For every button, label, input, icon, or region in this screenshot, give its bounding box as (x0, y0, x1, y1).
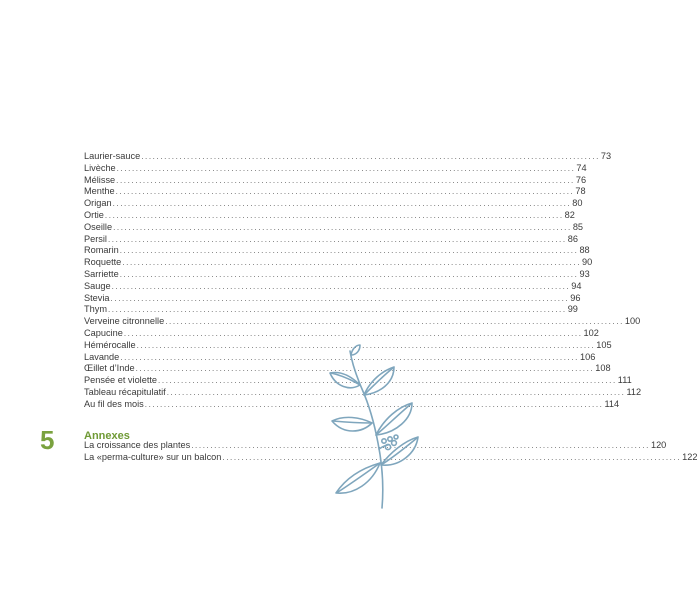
toc-entry-page: 96 (570, 292, 581, 303)
dot-leader: ........................................................................................................................ (112, 199, 572, 209)
toc-entry-page: 99 (567, 304, 578, 315)
toc-entry-label: Menthe (84, 186, 115, 197)
toc-entry-page: 78 (575, 186, 586, 197)
toc-entry-page: 102 (583, 327, 599, 338)
toc-entry-page: 100 (624, 316, 641, 327)
toc-entry-label: Ortie (84, 209, 104, 220)
toc-entry-label: Origan (84, 198, 112, 209)
annex-entry (84, 451, 697, 464)
dot-leader: ........................................................................................................................ (107, 305, 567, 315)
toc-entry (84, 174, 587, 187)
toc-entry (84, 363, 611, 375)
toc-entry (84, 162, 587, 175)
toc-entry-page: 85 (572, 221, 584, 232)
toc-entry-page: 112 (626, 386, 642, 397)
toc-entry (84, 292, 581, 305)
toc-entry (84, 280, 582, 293)
toc-entry-label: Thym (84, 304, 107, 315)
dot-leader: ........................................................................................................................ (191, 441, 650, 450)
dot-leader: ........................................................................................................................ (115, 187, 575, 197)
toc-entry (84, 151, 612, 163)
toc-entry-page: 105 (596, 339, 612, 350)
dot-leader: ........................................................................................................................ (116, 163, 576, 173)
toc-entry-page: 90 (582, 257, 593, 268)
toc-entry (84, 233, 578, 246)
toc-entry-label: Laurier-sauce (84, 151, 141, 161)
annex-entry-label: La «perma-culture» sur un balcon (84, 451, 222, 462)
toc-entry-label: Au fil des mois (84, 398, 144, 409)
dot-leader: ........................................................................................................................ (113, 222, 572, 232)
dot-leader: ........................................................................................................................ (110, 293, 570, 303)
toc-entry (84, 186, 586, 198)
toc-entry-page: 80 (572, 198, 583, 209)
dot-leader: ........................................................................................................................ (116, 175, 575, 185)
toc-entry (84, 209, 575, 222)
toc-entry-page: 108 (595, 363, 611, 374)
toc-entry-page: 82 (564, 209, 575, 220)
toc-entry-page: 93 (579, 268, 590, 279)
toc-entry (84, 386, 642, 399)
dot-leader: ........................................................................................................................ (111, 281, 571, 291)
dot-leader: ........................................................................................................................ (119, 269, 579, 279)
dot-leader: ........................................................................................................................ (165, 317, 624, 327)
section-title: Annexes (84, 430, 130, 442)
toc-entry-page: 73 (600, 151, 612, 161)
toc-entry-label: Oseille (84, 221, 113, 232)
toc-entry (84, 221, 584, 234)
toc-entry (84, 198, 583, 210)
toc-entry-label: Œillet d’Inde (84, 363, 135, 374)
toc-entry-page: 114 (604, 398, 620, 409)
dot-leader: ........................................................................................................................ (104, 210, 564, 220)
toc-entry (84, 257, 593, 269)
dot-leader: ........................................................................................................................ (120, 352, 579, 362)
toc-entry-label: Sauge (84, 280, 111, 291)
annex-list (84, 440, 697, 464)
toc-entry-page: 86 (567, 233, 578, 244)
dot-leader: ........................................................................................................................ (222, 452, 682, 462)
toc-entry (84, 316, 641, 328)
dot-leader: ........................................................................................................................ (122, 258, 582, 268)
toc-entry-page: 74 (576, 162, 587, 173)
toc-entry-label: Capucine (84, 327, 123, 338)
toc-entry (84, 398, 620, 411)
toc-list (84, 151, 642, 411)
dot-leader: ........................................................................................................................ (158, 376, 617, 386)
toc-entry-label: Tableau récapitulatif (84, 386, 166, 397)
dot-leader: ........................................................................................................................ (136, 340, 596, 350)
toc-entry (84, 351, 596, 364)
annex-entry (84, 440, 667, 452)
toc-entry (84, 327, 599, 340)
toc-entry-label: Stevia (84, 292, 110, 303)
annex-entry-page: 120 (650, 440, 667, 450)
toc-entry-page: 111 (617, 375, 632, 386)
toc-entry-label: Sarriette (84, 268, 119, 279)
toc-entry (84, 268, 590, 281)
toc-entry (84, 304, 578, 316)
section-number: 5 (40, 425, 55, 455)
toc-entry-label: Mélisse (84, 174, 116, 185)
dot-leader: ........................................................................................................................ (135, 364, 595, 374)
toc-entry (84, 245, 590, 257)
dot-leader: ........................................................................................................................ (123, 328, 583, 338)
toc-entry-page: 94 (571, 280, 582, 291)
annex-entry-label: La croissance des plantes (84, 440, 191, 450)
toc-entry-label: Verveine citronnelle (84, 316, 165, 327)
dot-leader: ........................................................................................................................ (144, 399, 604, 409)
toc-entry-label: Persil (84, 233, 107, 244)
dot-leader: ........................................................................................................................ (107, 234, 567, 244)
dot-leader: ........................................................................................................................ (119, 246, 579, 256)
toc-entry-label: Pensée et violette (84, 375, 158, 386)
toc-entry-page: 106 (579, 351, 596, 362)
herb-sprig-icon (326, 345, 421, 510)
toc-entry-label: Lavande (84, 351, 120, 362)
dot-leader: ........................................................................................................................ (141, 152, 600, 161)
toc-entry-label: Livèche (84, 162, 116, 173)
toc-entry-page: 76 (575, 174, 587, 185)
dot-leader: ........................................................................................................................ (166, 387, 626, 397)
toc-entry (84, 375, 632, 387)
toc-entry (84, 339, 612, 352)
toc-entry-label: Romarin (84, 245, 119, 256)
toc-entry-label: Hémérocalle (84, 339, 136, 350)
toc-entry-page: 88 (579, 245, 590, 256)
annex-entry-page: 122 (682, 451, 697, 462)
toc-entry-label: Roquette (84, 257, 122, 268)
